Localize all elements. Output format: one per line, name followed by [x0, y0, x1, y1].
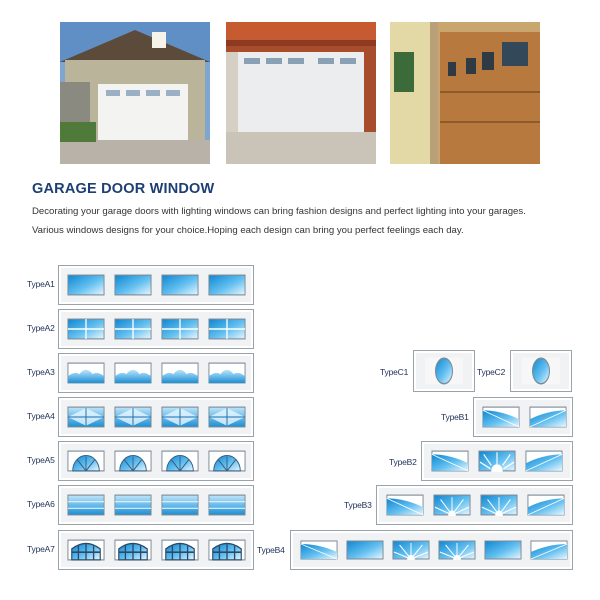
white-garage-door-photo	[226, 22, 376, 164]
window-b4-5	[484, 540, 522, 560]
window-a6-2	[114, 494, 152, 516]
panel-type-a3[interactable]	[58, 353, 254, 393]
window-a5-3	[161, 450, 199, 472]
window-a3-4	[208, 362, 246, 384]
label-type-a3: TypeA3	[27, 367, 55, 377]
panel-type-a1[interactable]	[58, 265, 254, 305]
label-type-b4: TypeB4	[257, 545, 285, 555]
window-b3-3	[480, 494, 518, 516]
label-type-a2: TypeA2	[27, 323, 55, 333]
window-a1-2	[114, 274, 152, 296]
window-a7-1	[67, 539, 105, 561]
window-a5-1	[67, 450, 105, 472]
window-a6-1	[67, 494, 105, 516]
window-a4-2	[114, 406, 152, 428]
panel-type-a4[interactable]	[58, 397, 254, 437]
window-a7-2	[114, 539, 152, 561]
window-c2-1	[521, 356, 561, 386]
window-a3-1	[67, 362, 105, 384]
label-type-a7: TypeA7	[27, 544, 55, 554]
panel-type-c2[interactable]	[510, 350, 572, 392]
house-garage-photo	[60, 22, 210, 164]
window-b2-1	[431, 450, 469, 472]
window-b4-2	[346, 540, 384, 560]
window-a4-4	[208, 406, 246, 428]
window-b4-1	[300, 540, 338, 560]
window-a2-4	[208, 318, 246, 340]
label-type-b2: TypeB2	[389, 457, 417, 467]
window-b2-3	[525, 450, 563, 472]
window-a5-4	[208, 450, 246, 472]
window-a1-3	[161, 274, 199, 296]
window-b3-2	[433, 494, 471, 516]
window-b3-1	[386, 494, 424, 516]
label-type-a4: TypeA4	[27, 411, 55, 421]
panel-type-a5[interactable]	[58, 441, 254, 481]
window-b3-4	[527, 494, 565, 516]
window-b4-3	[392, 540, 430, 560]
window-b1-2	[529, 406, 567, 428]
window-b2-2	[478, 450, 516, 472]
panel-type-b2[interactable]	[421, 441, 573, 481]
window-a7-4	[208, 539, 246, 561]
window-a5-2	[114, 450, 152, 472]
window-a4-1	[67, 406, 105, 428]
panel-type-b1[interactable]	[473, 397, 573, 437]
panel-type-a6[interactable]	[58, 485, 254, 525]
window-a1-1	[67, 274, 105, 296]
description-line-2: Various windows designs for your choice.Hoping each design can bring you perfect feelings each day.	[32, 225, 464, 236]
wood-garage-door-photo	[390, 22, 540, 164]
panel-type-b4[interactable]	[290, 530, 573, 570]
label-type-c1: TypeC1	[380, 367, 409, 377]
window-a3-3	[161, 362, 199, 384]
window-a4-3	[161, 406, 199, 428]
window-a1-4	[208, 274, 246, 296]
panel-type-b3[interactable]	[376, 485, 573, 525]
page-title: GARAGE DOOR WINDOW	[32, 181, 215, 197]
label-type-a6: TypeA6	[27, 499, 55, 509]
label-type-a5: TypeA5	[27, 455, 55, 465]
label-type-b3: TypeB3	[344, 500, 372, 510]
window-a6-3	[161, 494, 199, 516]
window-a2-1	[67, 318, 105, 340]
window-a2-2	[114, 318, 152, 340]
description-line-1: Decorating your garage doors with lighting windows can bring fashion designs and perfect lighting into your garages.	[32, 206, 526, 217]
window-a7-3	[161, 539, 199, 561]
label-type-a1: TypeA1	[27, 279, 55, 289]
panel-type-c1[interactable]	[413, 350, 475, 392]
label-type-c2: TypeC2	[477, 367, 506, 377]
window-b1-1	[482, 406, 520, 428]
panel-type-a2[interactable]	[58, 309, 254, 349]
window-c1-1	[424, 356, 464, 386]
window-b4-6	[530, 540, 568, 560]
label-type-b1: TypeB1	[441, 412, 469, 422]
window-a2-3	[161, 318, 199, 340]
window-a6-4	[208, 494, 246, 516]
window-b4-4	[438, 540, 476, 560]
panel-type-a7[interactable]	[58, 530, 254, 570]
window-a3-2	[114, 362, 152, 384]
